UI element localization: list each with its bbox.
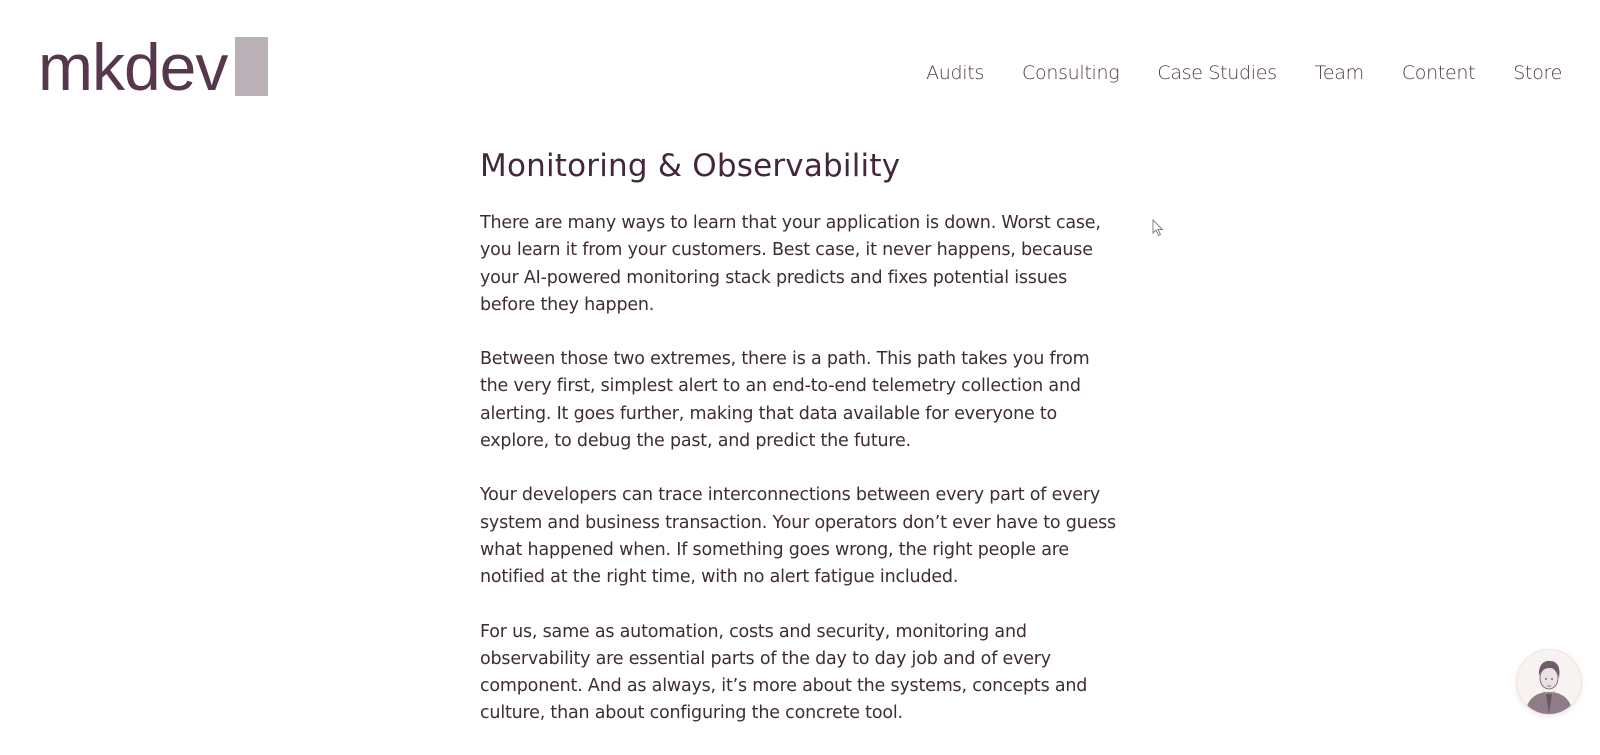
- paragraph: There are many ways to learn that your application is down. Worst case, you learn it from your customers. Best case, it never happens, because your AI-powered monitoring stack predicts and fixes potential issues before they happen.: [480, 213, 1101, 315]
- page-title: Monitoring & Observability: [480, 148, 901, 184]
- logo-text: mkdev: [38, 30, 228, 104]
- nav-item-team[interactable]: Team: [1314, 62, 1364, 84]
- main-content: [480, 148, 1120, 755]
- paragraph: Your developers can trace interconnections between every part of every system and business transaction. Your operators don’t ever have to guess what happened when. If something goes wrong, the right people are notified at the right time, with no alert fatigue included.: [480, 485, 1116, 588]
- nav-item-audits[interactable]: Audits: [926, 62, 985, 84]
- logo-block-icon: [235, 37, 268, 96]
- paragraph: For us, same as automation, costs and security, monitoring and observability are essential parts of the day to day job and of every component. And as always, it’s more about the systems, concepts and culture, than about configuring the concrete tool.: [480, 621, 1088, 724]
- nav-item-store[interactable]: Store: [1513, 62, 1562, 84]
- site-header: [0, 0, 1600, 120]
- person-avatar-icon: [1517, 650, 1581, 714]
- mouse-cursor-icon: [1152, 219, 1164, 237]
- nav-item-consulting[interactable]: Consulting: [1022, 62, 1120, 84]
- logo-link[interactable]: [38, 30, 268, 104]
- chat-widget-button[interactable]: [1516, 649, 1582, 715]
- main-nav: [888, 62, 1562, 84]
- nav-item-case-studies[interactable]: Case Studies: [1157, 62, 1277, 84]
- paragraph: Between those two extremes, there is a path. This path takes you from the very first, simplest alert to an end-to-end telemetry collection and alerting. It goes further, making that data available for everyone to explore, to debug the past, and predict the future.: [480, 349, 1090, 452]
- nav-item-content[interactable]: Content: [1401, 62, 1476, 84]
